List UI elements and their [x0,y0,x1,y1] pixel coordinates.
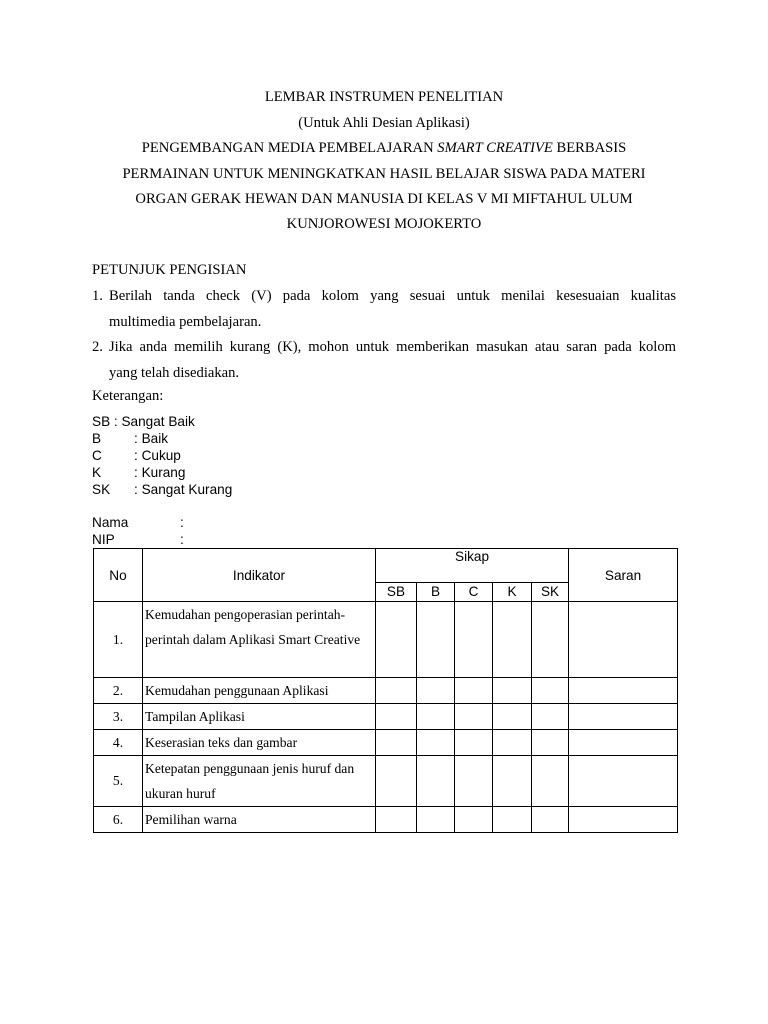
identity-fields [92,514,184,548]
title-line-3-italic: SMART CREATIVE [437,140,553,157]
legend-row-c [92,447,232,464]
check-cell-c[interactable] [455,678,493,704]
legend-code: C [92,448,102,463]
check-cell-k[interactable] [493,730,532,756]
row-indikator: Tampilan Aplikasi [143,704,376,730]
header-sikap: Sikap [376,549,569,583]
table-row [94,678,678,704]
legend-separator: : [134,482,142,497]
petunjuk-item-text: Jika anda memilih kurang (K), mohon untuk memberikan masukan atau saran pada kolom [109,339,676,355]
legend-description: Kurang [141,465,186,480]
check-cell-sb[interactable] [376,807,417,833]
title-line-1: LEMBAR INSTRUMEN PENELITIAN [264,89,504,105]
keterangan-label: Keterangan: [92,388,164,404]
legend-code: SK [92,482,111,497]
table-row [94,730,678,756]
row-indikator: Pemilihan warna [143,807,376,833]
legend-code: SB [92,414,111,429]
row-indikator: Ketepatan penggunaan jenis huruf dan ukuran huruf [143,756,376,807]
table-header-row [94,549,678,583]
row-number: 3. [94,704,143,730]
header-indikator: Indikator [143,549,376,602]
legend-description: Cukup [141,448,181,463]
saran-cell[interactable] [569,756,678,807]
check-cell-c[interactable] [455,704,493,730]
nip-label: NIP [92,532,115,547]
table-row [94,807,678,833]
petunjuk-item-number: 2. [92,339,103,355]
check-cell-sk[interactable] [532,678,569,704]
saran-cell[interactable] [569,602,678,678]
legend-row-sb [92,413,232,430]
check-cell-sb[interactable] [376,704,417,730]
title-line-3-prefix: PENGEMBANGAN MEDIA PEMBELAJARAN [141,140,438,157]
nama-separator: : [180,515,184,530]
keterangan-legend [92,413,232,498]
petunjuk-item-text-cont: yang telah disediakan. [109,364,240,381]
row-indikator: Kemudahan pengoperasian perintah-perintah dalam Aplikasi Smart Creative [143,602,376,678]
check-cell-sk[interactable] [532,704,569,730]
check-cell-b[interactable] [417,678,455,704]
check-cell-sb[interactable] [376,678,417,704]
legend-code: B [92,431,102,446]
legend-row-k [92,464,232,481]
legend-row-sk [92,481,232,498]
subheader-c: C [455,583,493,602]
table-row [94,602,678,678]
check-cell-k[interactable] [493,807,532,833]
legend-description: Sangat Baik [121,414,195,429]
table-row [94,704,678,730]
check-cell-sb[interactable] [376,730,417,756]
subheader-sb: SB [376,583,417,602]
header-saran: Saran [569,549,678,602]
subheader-b: B [417,583,455,602]
table-row [94,756,678,807]
petunjuk-item-number: 1. [92,288,103,304]
check-cell-b[interactable] [417,756,455,807]
petunjuk-list [92,284,676,386]
assessment-table [93,548,678,833]
nip-field[interactable] [92,531,184,548]
subheader-k: K [493,583,532,602]
nip-separator: : [180,532,184,547]
check-cell-sb[interactable] [376,756,417,807]
petunjuk-item-text: Berilah tanda check (V) pada kolom yang sesuai untuk menilai kesesuaian kualitas [109,288,676,304]
check-cell-b[interactable] [417,602,455,678]
saran-cell[interactable] [569,678,678,704]
petunjuk-item-text-cont: multimedia pembelajaran. [109,313,262,330]
petunjuk-heading: PETUNJUK PENGISIAN [92,262,247,278]
legend-separator: : [134,431,142,446]
check-cell-k[interactable] [493,704,532,730]
header-no: No [94,549,143,602]
petunjuk-item-1 [92,284,676,335]
title-line-5: ORGAN GERAK HEWAN DAN MANUSIA DI KELAS V MI MIFTAHUL ULUM [135,190,633,207]
title-line-3 [92,136,676,161]
row-number: 1. [94,602,143,678]
title-line-2: (Untuk Ahli Desian Aplikasi) [298,115,470,131]
legend-code: K [92,465,102,480]
petunjuk-item-2 [92,335,676,386]
legend-description: Baik [141,431,169,446]
check-cell-b[interactable] [417,807,455,833]
row-number: 2. [94,678,143,704]
saran-cell[interactable] [569,704,678,730]
check-cell-sk[interactable] [532,756,569,807]
check-cell-sb[interactable] [376,602,417,678]
nama-label: Nama [92,515,129,530]
row-number: 5. [94,756,143,807]
check-cell-sk[interactable] [532,807,569,833]
check-cell-k[interactable] [493,602,532,678]
title-line-6: KUNJOROWESI MOJOKERTO [286,216,482,233]
title-line-4: PERMAINAN UNTUK MENINGKATKAN HASIL BELAJAR SISWA PADA MATERI [122,165,646,182]
check-cell-sk[interactable] [532,730,569,756]
nama-field[interactable] [92,514,184,531]
check-cell-c[interactable] [455,730,493,756]
legend-separator: : [134,448,142,463]
subheader-sk: SK [532,583,569,602]
legend-row-b [92,430,232,447]
check-cell-c[interactable] [455,807,493,833]
check-cell-sk[interactable] [532,602,569,678]
check-cell-b[interactable] [417,704,455,730]
legend-separator: : [110,414,122,429]
check-cell-c[interactable] [455,756,493,807]
check-cell-c[interactable] [455,602,493,678]
saran-cell[interactable] [569,807,678,833]
row-number: 6. [94,807,143,833]
check-cell-k[interactable] [493,678,532,704]
legend-description: Sangat Kurang [141,482,233,497]
title-line-3-suffix: BERBASIS [552,140,627,157]
legend-separator: : [134,465,142,480]
row-indikator: Keserasian teks dan gambar [143,730,376,756]
document-title-block [92,84,676,237]
row-number: 4. [94,730,143,756]
saran-cell[interactable] [569,730,678,756]
check-cell-b[interactable] [417,730,455,756]
check-cell-k[interactable] [493,756,532,807]
row-indikator: Kemudahan penggunaan Aplikasi [143,678,376,704]
